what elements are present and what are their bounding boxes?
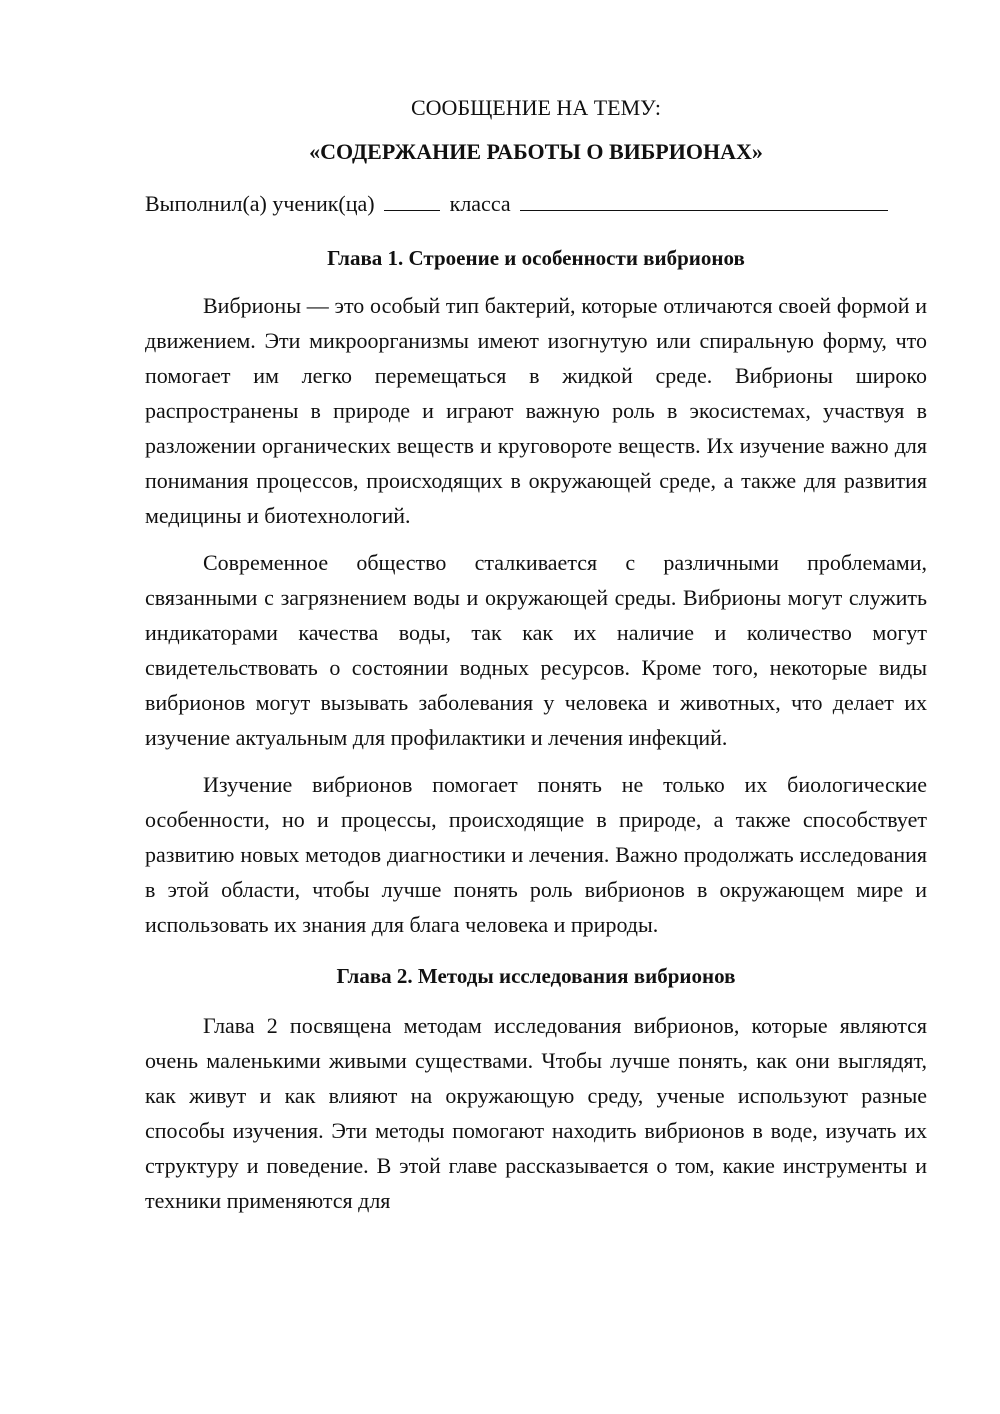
chapter-2-title: Глава 2. Методы исследования вибрионов xyxy=(336,964,736,988)
document-body xyxy=(145,92,927,1230)
topic-heading: СООБЩЕНИЕ НА ТЕМУ: xyxy=(411,95,661,120)
chapter-1-title: Глава 1. Строение и особенности вибрионов xyxy=(327,246,745,270)
chapter-1-paragraph-2: Современное общество сталкивается с различными проблемами, связанными с загрязнением воды и окружающей среды. Вибрионы могут служить индикаторами качества воды, так как их наличие и количество могут свидетельствовать о состоянии водных ресурсов. Кроме того, некоторые виды вибрионов могут вызывать заболевания у человека и животных, что делает их изучение актуальным для профилактики и лечения инфекций. xyxy=(145,550,927,750)
author-middle: класса xyxy=(449,191,511,216)
chapter-2-paragraph-1: Глава 2 посвящена методам исследования вибрионов, которые являются очень маленькими живыми существами. Чтобы лучше понять, как они выглядят, как живут и как влияют на окружающую среду, ученые используют разные способы изучения. Эти методы помогают находить вибрионов в воде, изучать их структуру и поведение. В этой главе рассказывается о том, какие инструменты и техники применяются для xyxy=(145,1013,927,1213)
student-name-blank xyxy=(520,188,888,211)
author-prefix: Выполнил(а) ученик(ца) xyxy=(145,191,375,216)
chapter-1-paragraph-3: Изучение вибрионов помогает понять не только их биологические особенности, но и процессы, происходящие в природе, а также способствует развитию новых методов диагностики и лечения. Важно продолжать исследования в этой области, чтобы лучше понять роль вибрионов в окружающем мире и использовать их знания для блага человека и природы. xyxy=(145,772,927,937)
author-line xyxy=(145,188,927,220)
document-title: «СОДЕРЖАНИЕ РАБОТЫ О ВИБРИОНАХ» xyxy=(309,139,763,164)
class-number-blank xyxy=(384,188,440,211)
chapter-1-paragraph-1: Вибрионы — это особый тип бактерий, которые отличаются своей формой и движением. Эти микроорганизмы имеют изогнутую или спиральную форму, что помогает им легко перемещаться в жидкой среде. Вибрионы широко распространены в природе и играют важную роль в экосистемах, участвуя в разложении органических веществ и круговороте веществ. Их изучение важно для понимания процессов, происходящих в окружающей среде, а также для развития медицины и биотехнологий. xyxy=(145,293,927,528)
